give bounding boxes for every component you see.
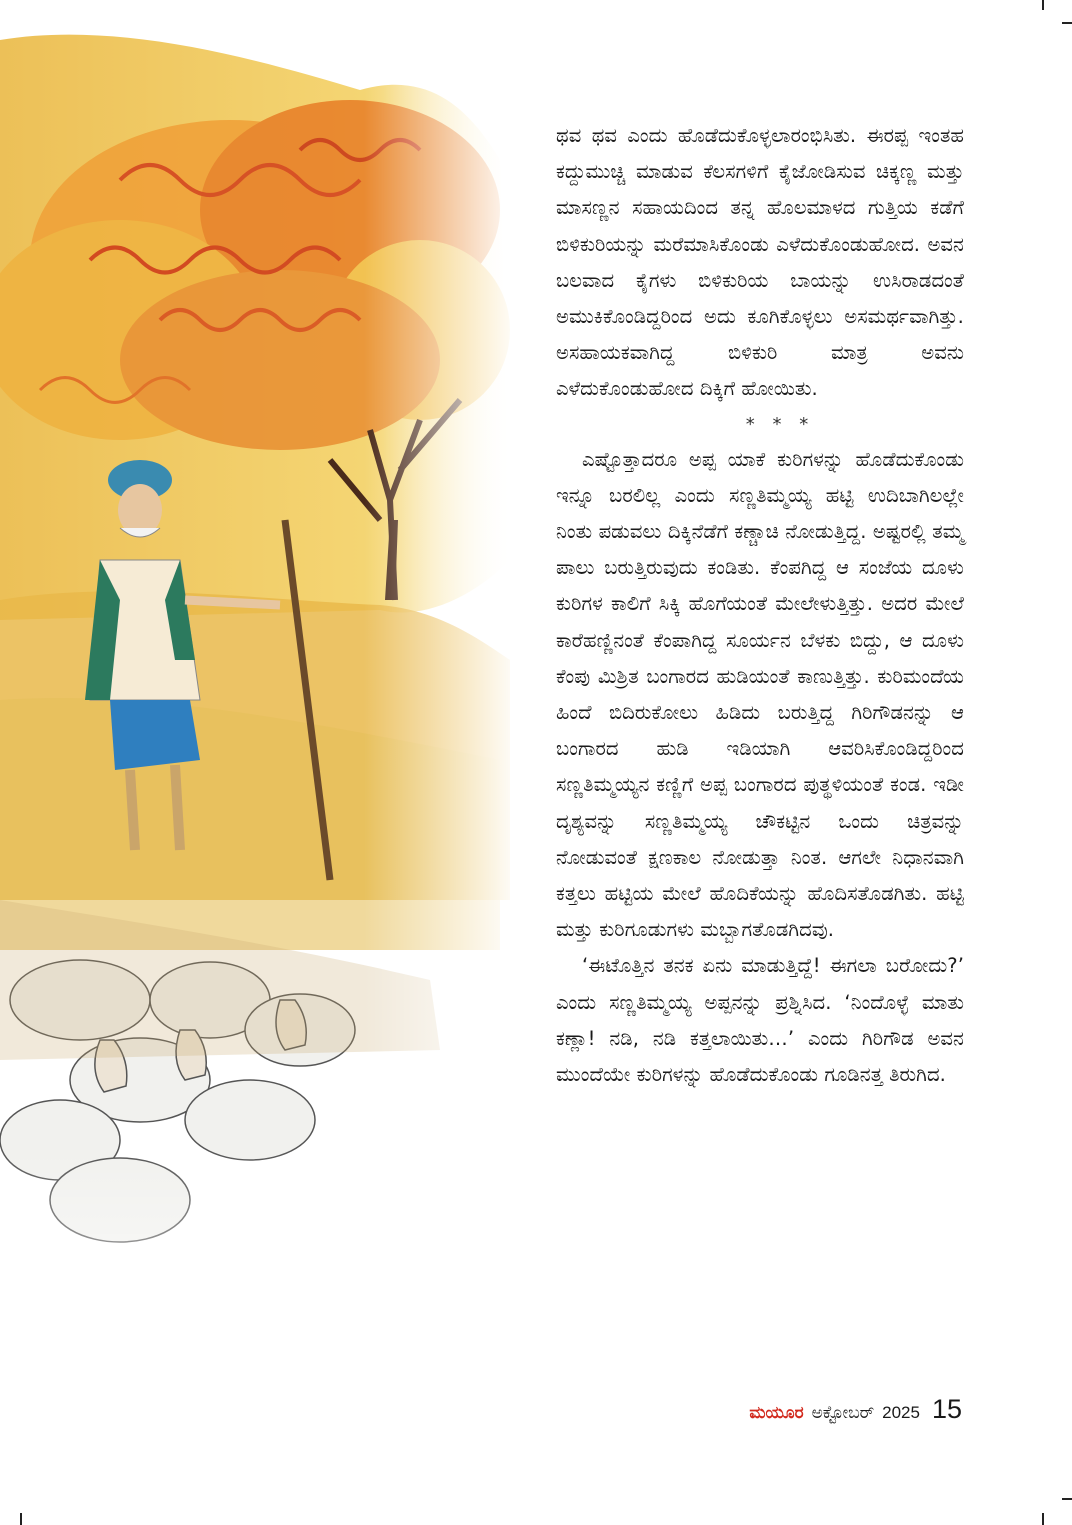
crop-mark-top-right [1042, 0, 1044, 10]
page-number: 15 [931, 1394, 962, 1424]
crop-mark-right-bottom [1062, 1498, 1072, 1500]
article-paragraph-2: ಎಷ್ಟೊತ್ತಾದರೂ ಅಪ್ಪ ಯಾಕೆ ಕುರಿಗಳನ್ನು ಹೊಡೆದುಕೊಂಡು ಇನ್ನೂ ಬರಲಿಲ್ಲ ಎಂದು ಸಣ್ಣತಿಮ್ಮಯ್ಯ ಹಟ್ಟಿ ಉದಿಬಾಗಿಲಲ್ಲೇ ನಿಂತು ಪಡುವಲು ದಿಕ್ಕಿನೆಡೆಗೆ ಕಣ್ಚಾಚಿ ನೋಡುತ್ತಿದ್ದ. ಅಷ್ಟರಲ್ಲಿ ತಮ್ಮ ಪಾಲು ಬರುತ್ತಿರುವುದು ಕಂಡಿತು. ಕೆಂಪಗಿದ್ದ ಆ ಸಂಜೆಯ ದೂಳು ಕುರಿಗಳ ಕಾಲಿಗೆ ಸಿಕ್ಕಿ ಹೊಗೆಯಂತೆ ಮೇಲೇಳುತ್ತಿತ್ತು. ಅದರ ಮೇಲೆ ಕಾರೆಹಣ್ಣಿನಂತೆ ಕೆಂಪಾಗಿದ್ದ ಸೂರ್ಯನ ಬೆಳಕು ಬಿದ್ದು, ಆ ದೂಳು ಕೆಂಪು ಮಿಶ್ರಿತ ಬಂಗಾರದ ಹುಡಿಯಂತೆ ಕಾಣುತ್ತಿತ್ತು. ಕುರಿಮಂದೆಯ ಹಿಂದೆ ಬಿದಿರುಕೋಲು ಹಿಡಿದು ಬರುತ್ತಿದ್ದ ಗಿರಿಗೌಡನನ್ನು ಆ ಬಂಗಾರದ ಹುಡಿ ಇಡಿಯಾಗಿ ಆವರಿಸಿಕೊಂಡಿದ್ದರಿಂದ ಸಣ್ಣತಿಮ್ಮಯ್ಯನ ಕಣ್ಣಿಗೆ ಅಪ್ಪ ಬಂಗಾರದ ಪುತ್ಥಳಿಯಂತೆ ಕಂಡ. ಇಡೀ ದೃಶ್ಯವನ್ನು ಸಣ್ಣತಿಮ್ಮಯ್ಯ ಚೌಕಟ್ಟಿನ ಒಂದು ಚಿತ್ರವನ್ನು ನೋಡುವಂತೆ ಕ್ಷಣಕಾಲ ನೋಡುತ್ತಾ ನಿಂತ. ಆಗಲೇ ನಿಧಾನವಾಗಿ ಕತ್ತಲು ಹಟ್ಟಿಯ ಮೇಲೆ ಹೊದಿಕೆಯನ್ನು ಹೊದಿಸತೊಡಗಿತು. ಹಟ್ಟಿ ಮತ್ತು ಕುರಿಗೂಡುಗಳು ಮಬ್ಬಾಗತೊಡಗಿದವು. [556, 447, 964, 942]
shepherd-illustration [0, 0, 520, 1410]
issue-month: ಅಕ್ಟೋಬರ್ [811, 1403, 875, 1423]
article-paragraph-1: ಥವ ಥವ ಎಂದು ಹೊಡೆದುಕೊಳ್ಳಲಾರಂಭಿಸಿತು. ಈರಪ್ಪ ಇಂತಹ ಕದ್ದುಮುಚ್ಚಿ ಮಾಡುವ ಕೆಲಸಗಳಿಗೆ ಕೈಜೋಡಿಸುವ ಚಿಕ್ಕಣ್ಣ ಮತ್ತು ಮಾಸಣ್ಣನ ಸಹಾಯದಿಂದ ತನ್ನ ಹೊಲಮಾಳದ ಗುತ್ತಿಯ ಕಡೆಗೆ ಬಿಳಿಕುರಿಯನ್ನು ಮರೆಮಾಸಿಕೊಂಡು ಎಳೆದುಕೊಂಡುಹೋದ. ಅವನ ಬಲವಾದ ಕೈಗಳು ಬಿಳಿಕುರಿಯ ಬಾಯನ್ನು ಉಸಿರಾಡದಂತೆ ಅಮುಕಿಕೊಂಡಿದ್ದರಿಂದ ಅದು ಕೂಗಿಕೊಳ್ಳಲು ಅಸಮರ್ಥವಾಗಿತ್ತು. ಅಸಹಾಯಕವಾಗಿದ್ದ ಬಿಳಿಕುರಿ ಮಾತ್ರ ಅವನು ಎಳೆದುಕೊಂಡುಹೋದ ದಿಕ್ಕಿಗೆ ಹೋಯಿತು. [556, 124, 964, 401]
issue-year: 2025 [882, 1403, 920, 1422]
article-column [556, 118, 964, 1093]
watercolor-painting [0, 0, 520, 1410]
page-footer [749, 1394, 962, 1425]
crop-mark-bottom-left [20, 1513, 22, 1525]
section-separator: * * * [745, 413, 815, 435]
article-paragraph-3: ‘ಈಟೊತ್ತಿನ ತನಕ ಏನು ಮಾಡುತ್ತಿದ್ದೆ! ಈಗಲಾ ಬರೋದು?’ ಎಂದು ಸಣ್ಣತಿಮ್ಮಯ್ಯ ಅಪ್ಪನನ್ನು ಪ್ರಶ್ನಿಸಿದ. ‘ನಿಂದೊಳ್ಳೆ ಮಾತು ಕಣ್ಲಾ! ನಡಿ, ನಡಿ ಕತ್ತಲಾಯಿತು…’ ಎಂದು ಗಿರಿಗೌಡ ಅವನ ಮುಂದೆಯೇ ಕುರಿಗಳನ್ನು ಹೊಡೆದುಕೊಂಡು ಗೂಡಿನತ್ತ ತಿರುಗಿದ. [556, 954, 964, 1087]
magazine-name: ಮಯೂರ [749, 1403, 804, 1423]
crop-mark-right-top [1062, 22, 1072, 24]
crop-mark-bottom-right [1042, 1513, 1044, 1525]
